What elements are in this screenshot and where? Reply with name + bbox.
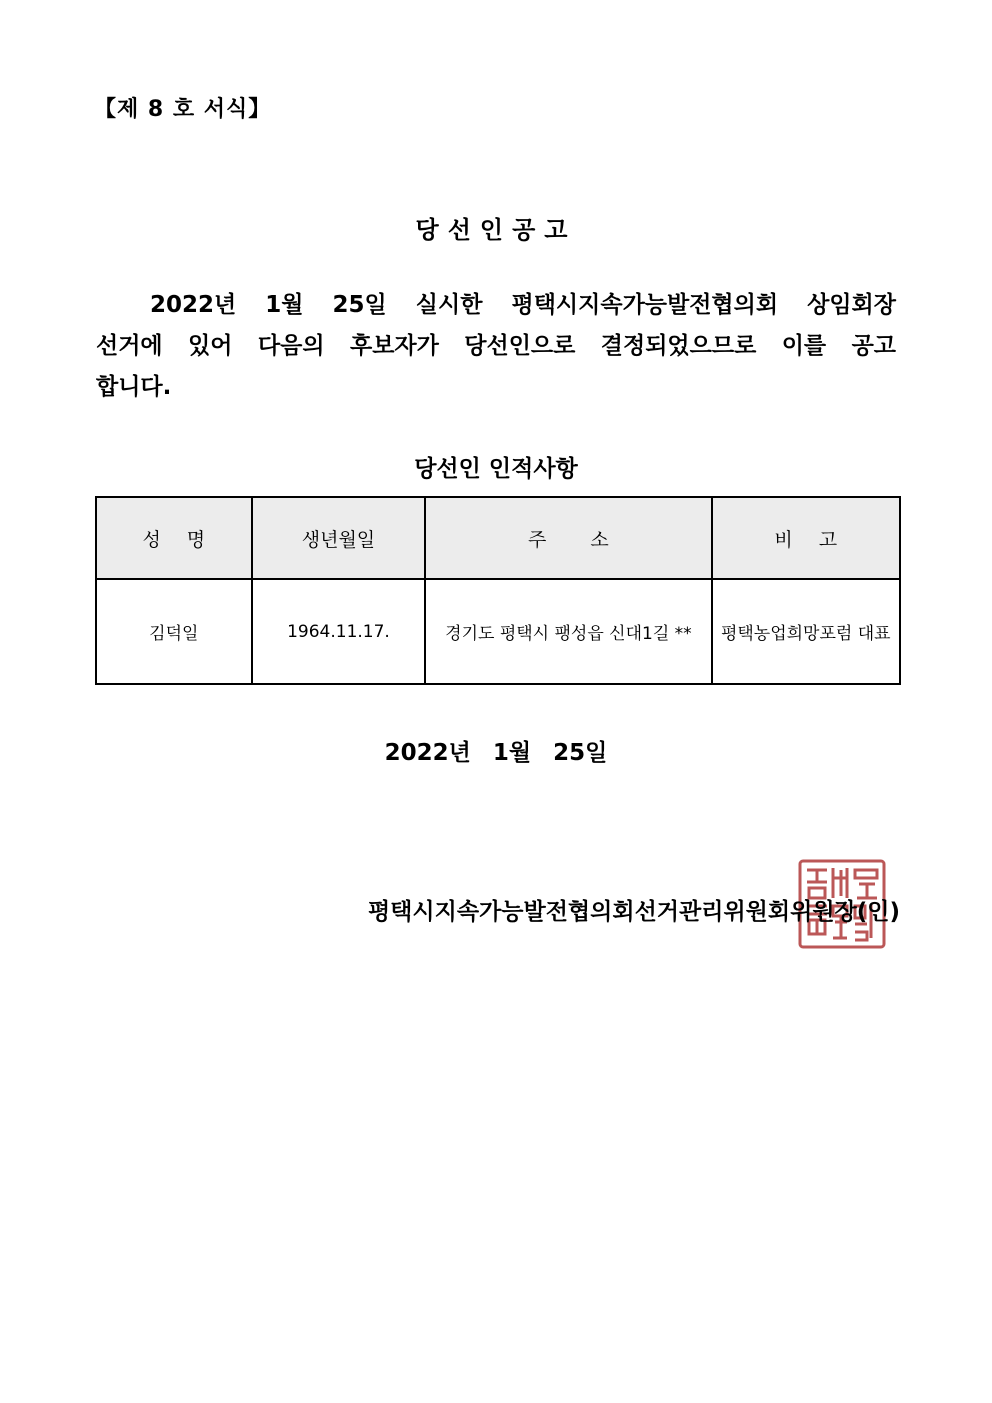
announcement-body — [96, 285, 896, 408]
winner-info-table — [95, 496, 901, 685]
header-address: 주소 — [425, 497, 711, 579]
signature-line: 평택시지속가능발전협의회선거관리위원회위원장(인) — [367, 899, 900, 925]
header-birthdate: 생년월일 — [252, 497, 426, 579]
body-line-2: 선거에 있어 다음의 후보자가 당선인으로 결정되었으므로 이를 공고 — [96, 333, 896, 359]
cell-birthdate: 1964.11.17. — [252, 579, 426, 684]
table-row — [96, 579, 900, 684]
cell-name: 김덕일 — [96, 579, 252, 684]
body-line-3: 합니다. — [96, 374, 172, 400]
form-label: 【제 8 호 서식】 — [94, 97, 272, 122]
table-header-row — [96, 497, 900, 579]
body-line-1: 2022년 1월 25일 실시한 평택시지속가능발전협의회 상임회장 — [150, 292, 896, 318]
cell-remarks: 평택농업희망포럼 대표 — [712, 579, 901, 684]
cell-address: 경기도 평택시 팽성읍 신대1길 ** — [425, 579, 711, 684]
header-name: 성명 — [96, 497, 252, 579]
section-title: 당선인 인적사항 — [414, 456, 578, 482]
announcement-date: 2022년 1월 25일 — [384, 740, 608, 766]
header-remarks: 비고 — [712, 497, 901, 579]
document-title: 당선인공고 — [415, 216, 577, 244]
